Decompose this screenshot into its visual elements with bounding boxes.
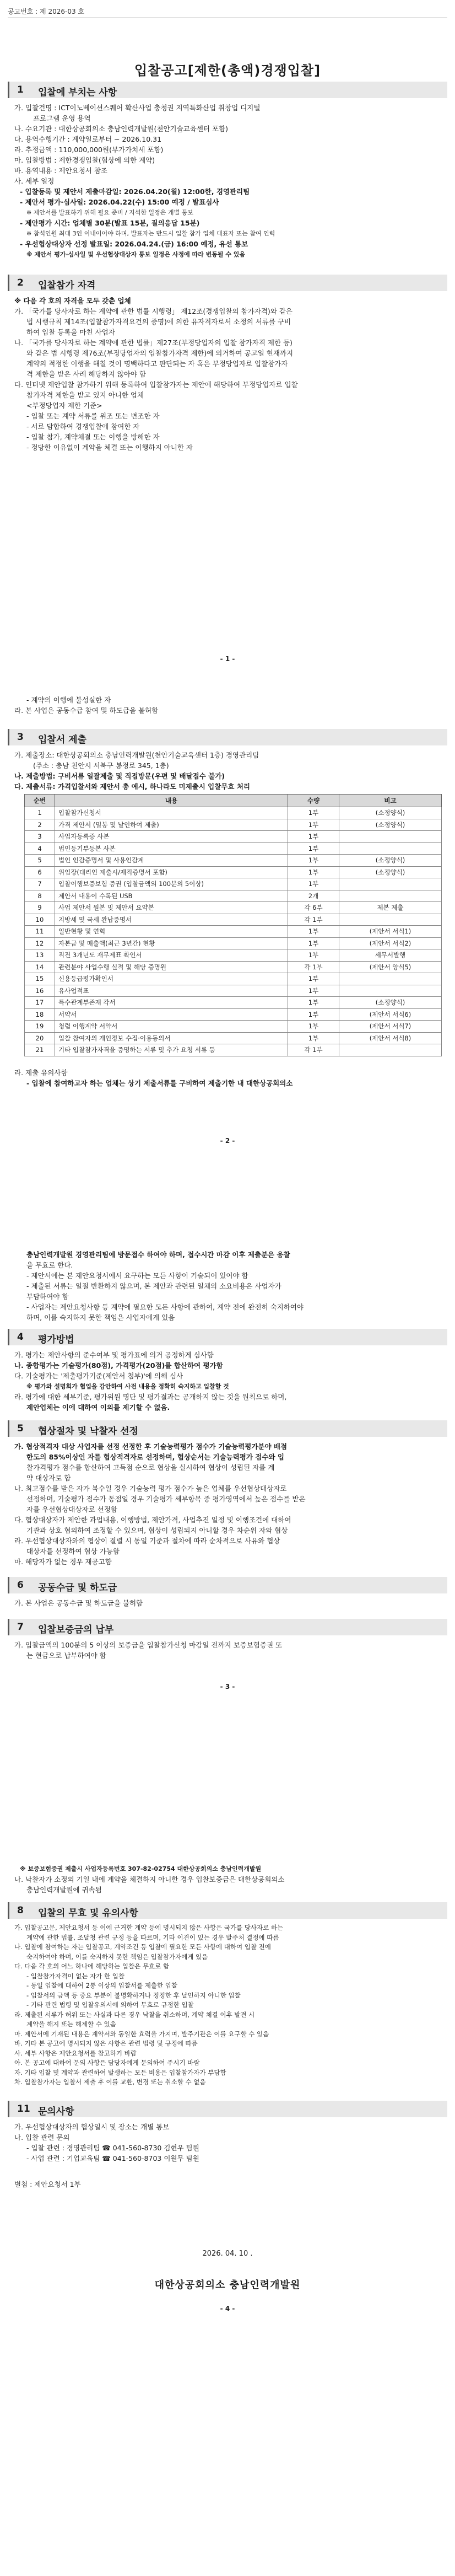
attachment-note: 별첨 : 제안요청서 1부 <box>14 2180 81 2188</box>
evaluation-line: 가. 평가는 제안사항의 준수여부 및 평가표에 의거 공정하게 심사함 <box>14 1351 214 1359</box>
section-4-body <box>14 1350 443 1413</box>
row-number: 15 <box>25 973 55 985</box>
quantity: 1부 <box>288 985 339 997</box>
negotiation-line: 자를 우선협상대상자로 선정함 <box>26 1505 117 1514</box>
page-number: - 3 - <box>220 1683 235 1690</box>
section-3-continued <box>14 1249 443 1323</box>
caution-line: 계약을 해지 또는 해제할 수 있음 <box>26 2020 116 2028</box>
section-title: 입찰에 부치는 사항 <box>38 87 117 98</box>
remark <box>339 973 442 985</box>
row-number: 12 <box>25 937 55 949</box>
section-number: 3 <box>17 732 24 743</box>
quantity: 1부 <box>288 866 339 878</box>
negotiation-line: 기관과 상호 협의하여 조정할 수 있으며, 협상이 성립되지 아니할 경우 차순위 자와 협상 <box>26 1526 288 1534</box>
deadline-line: - 입찰등록 및 제안서 제출마감일: 2026.04.20(월) 12:00한, 경영관리팀 <box>20 187 250 196</box>
bid-name: 가. 입찰건명 : ICT이노베이션스퀘어 확산사업 충청권 지역특화산업 취창업 디지털 <box>14 104 261 112</box>
row-number: 7 <box>25 878 55 890</box>
remark <box>339 831 442 843</box>
remark <box>339 890 442 902</box>
quantity: 1부 <box>288 1008 339 1021</box>
restriction-item: - 서로 담합하여 경쟁입찰에 참여한 자 <box>26 422 140 431</box>
caution-line: 숙지하여야 하며, 이를 숙지하지 못한 책임은 입찰참가자에게 있음 <box>26 1952 208 1961</box>
section-7-continued <box>14 1864 443 1895</box>
row-number: 19 <box>25 1021 55 1033</box>
remark: (소정양식) <box>339 855 442 867</box>
caution-line: 차. 입찰참가자는 입찰서 제출 후 이를 교환, 변경 또는 취소할 수 없음 <box>14 2078 206 2086</box>
negotiation-line: 선정하며, 기술평가 점수가 동점일 경우 기술평가 세부항목 중 평가영역에서 높은 점수를 받은 <box>26 1495 306 1503</box>
column-header: 내용 <box>55 795 288 807</box>
quantity: 1부 <box>288 1032 339 1044</box>
row-number: 21 <box>25 1044 55 1056</box>
section-header-8 <box>8 1902 447 1919</box>
page-number: - 1 - <box>220 655 235 663</box>
section-5-body <box>14 1441 443 1567</box>
quantity: 1부 <box>288 937 339 949</box>
document-name: 특수관계부존재 각서 <box>55 997 288 1009</box>
section-header-1 <box>8 82 447 98</box>
remark <box>339 1044 442 1056</box>
estimated-amount: 라. 추정금액 : 110,000,000원(부가가치세 포함) <box>14 146 164 154</box>
table-row <box>25 831 442 843</box>
section-header-11 <box>8 2101 447 2117</box>
deposit-line: 는 현금으로 납부하여야 함 <box>26 1651 106 1660</box>
qualification-intro: ※ 다음 각 호의 자격을 모두 갖춘 업체 <box>14 297 131 305</box>
caution-line: 바. 기타 본 공고에 명시되지 않은 사항은 관련 법령 및 규정에 따름 <box>14 2040 198 2047</box>
section-header-5 <box>8 1420 447 1437</box>
row-number: 9 <box>25 902 55 914</box>
section-number: 1 <box>17 84 24 95</box>
submission-note-line: 충남인력개발원 경영관리팀에 방문접수 하여야 하며, 접수시간 마감 이후 제출분은 응찰 <box>26 1251 290 1259</box>
section-7-body <box>14 1640 443 1661</box>
section-title: 입찰보증금의 납부 <box>38 1624 114 1635</box>
remark: (소정양식) <box>339 819 442 831</box>
row-number: 10 <box>25 914 55 926</box>
submission-note-heading: 라. 제출 유의사항 <box>14 1069 68 1077</box>
submission-notes <box>14 1067 443 1088</box>
row-number: 18 <box>25 1008 55 1021</box>
restriction-item: - 계약의 이행에 불성실한 자 <box>26 696 111 704</box>
qualification-line: 나. 「국가를 당사자로 하는 계약에 관한 법률」제27조(부정당업자의 입찰 참가자격 제한 등) <box>14 339 292 347</box>
documents-table <box>24 794 442 1056</box>
quantity: 1부 <box>288 855 339 867</box>
caution-line: - 입찰참가자격이 없는 자가 한 입찰 <box>26 1972 124 1980</box>
row-number: 3 <box>25 831 55 843</box>
attendee-note: ※ 참석인원 최대 3인 이내이어야 하며, 발표자는 반드시 입찰 참가 업체 대표자 또는 참여 인력 <box>26 230 275 237</box>
qualification-line: 다. 인터넷 제안입찰 참가하기 위해 등록하여 입찰참가자는 제안에 해당하여 부정당업자로 입찰 <box>14 380 298 389</box>
row-number: 8 <box>25 890 55 902</box>
quantity: 1부 <box>288 819 339 831</box>
section-header-7 <box>8 1619 447 1635</box>
negotiation-line: 약 대상자로 함 <box>26 1474 71 1482</box>
submission-note-line: - 제안서에는 본 제안요청서에서 요구하는 모든 사항이 기술되어 있어야 함 <box>26 1271 248 1280</box>
presentation-time-line: - 제안평가 시간: 업체별 30분(발표 15분, 질의응답 15분) <box>20 219 200 227</box>
remark: (제안서 서식7) <box>339 1021 442 1033</box>
document-name: 입찰참가신청서 <box>55 807 288 819</box>
qualification-line: 법 시행규칙 제14조(입찰참가자격요건의 증명)에 의한 유자격자로서 소정의 서류를 구비 <box>26 318 291 326</box>
table-row <box>25 985 442 997</box>
evaluation-line: 라. 평가에 대한 세부기준, 평가위원 명단 및 평가결과는 공개하지 않는 것을 원칙으로 하며, <box>14 1393 287 1401</box>
remark <box>339 914 442 926</box>
documents-table-body <box>25 807 442 1056</box>
table-row <box>25 949 442 962</box>
document-name: 서약서 <box>55 1008 288 1021</box>
caution-line: 계약에 관한 법률, 조달청 관련 규정 등을 따르며, 기타 이견이 있는 경우 발주처 결정에 따름 <box>26 1933 279 1941</box>
column-header: 비고 <box>339 795 442 807</box>
caution-line: 가. 입찰공고문, 제안요청서 등 이에 근거한 계약 등에 명시되지 않은 사항은 국가를 당사자로 하는 <box>14 1924 284 1931</box>
announcement-date-line: - 우선협상대상자 선정 발표일: 2026.04.24.(금) 16:00 예정, 유선 통보 <box>20 240 248 248</box>
negotiation-line: 한도의 85%이상인 자를 협상적격자로 선정하며, 협상순서는 기술능력평가 점수와 입 <box>26 1453 284 1461</box>
document-name: 청렴 이행계약 서약서 <box>55 1021 288 1033</box>
section-title: 문의사항 <box>38 2106 74 2117</box>
qualification-line: 계약의 적정한 이행을 해칠 것이 명백하다고 판단되는 자 혹은 부정당업자로 입찰참가자 <box>26 359 288 368</box>
document-name: 사업자등록증 사본 <box>55 831 288 843</box>
row-number: 17 <box>25 997 55 1009</box>
remark: (제안서 서식1) <box>339 926 442 938</box>
document-name: 가격 제안서 (밀봉 및 날인하여 제출) <box>55 819 288 831</box>
column-header: 순번 <box>25 795 55 807</box>
section-title: 입찰참가 자격 <box>38 280 96 291</box>
table-row <box>25 914 442 926</box>
remark <box>339 985 442 997</box>
document-name: 관련분야 사업수행 실적 및 해당 증명원 <box>55 961 288 973</box>
caution-line: 다. 다음 각 호의 어느 하나에 해당하는 입찰은 무효로 함 <box>14 1962 169 1970</box>
remark: (소정양식) <box>339 807 442 819</box>
service-period: 다. 용역수행기간 : 계약일로부터 ~ 2026.10.31 <box>14 135 162 143</box>
qualification-line: 하여 입찰 등록을 마친 사업자 <box>26 328 115 336</box>
section-2-continued <box>14 695 443 716</box>
section-6-body <box>14 1598 443 1608</box>
section-title: 협상절차 및 낙찰자 선정 <box>38 1426 138 1437</box>
contact-line: 나. 입찰 관련 문의 <box>14 2133 70 2142</box>
negotiation-line: 나. 최고점수를 받은 자가 복수일 경우 기술능력 평가 점수가 높은 업체를 우선협상대상자로 <box>14 1484 287 1493</box>
document-title: 입찰공고[제한(총액)경쟁입찰] <box>134 63 321 78</box>
table-row <box>25 842 442 855</box>
remark: (소정양식) <box>339 997 442 1009</box>
section-number: 11 <box>17 2103 30 2115</box>
consortium-note: 라. 본 사업은 공동수급 참여 및 하도급을 불허함 <box>14 706 159 715</box>
client-org: 나. 수요기관 : 대한상공회의소 충남인력개발원(천안기술교육센터 포함) <box>14 125 228 133</box>
page-number: - 2 - <box>220 1137 235 1145</box>
remark: 제본 제출 <box>339 902 442 914</box>
submission-note-line: 을 무효로 한다. <box>26 1261 73 1269</box>
caution-line: - 동일 입찰에 대하여 2통 이상의 입찰서를 제출한 입찰 <box>26 1982 177 1989</box>
caution-line: 라. 제출된 서류가 허위 또는 사실과 다른 경우 낙찰을 취소하며, 계약 체결 이후 발견 시 <box>14 2010 255 2019</box>
submission-method: 나. 제출방법: 구비서류 일괄제출 및 직접방문(우편 및 배달접수 불가) <box>14 772 225 780</box>
document-name: 법인 인감증명서 및 사용인감계 <box>55 855 288 867</box>
qualification-line: 참가자격 제한을 받고 있지 아니한 업체 <box>26 391 144 399</box>
section-number: 6 <box>17 1580 24 1591</box>
document-name: 입찰이행보증보험 증권 (입찰금액의 100분의 5이상) <box>55 878 288 890</box>
submission-note-line: - 입찰에 참여하고자 하는 업체는 상기 제출서류를 구비하여 제출기한 내 대한상공회의소 <box>26 1079 293 1087</box>
submission-place: 가. 제출장소: 대한상공회의소 충남인력개발원(천안기술교육센터 1층) 경영관리팀 <box>14 751 259 759</box>
quantity: 각 1부 <box>288 1044 339 1056</box>
remark: (제안서 서식2) <box>339 937 442 949</box>
table-row <box>25 878 442 890</box>
column-header: 수량 <box>288 795 339 807</box>
section-title: 공동수급 및 하도급 <box>38 1582 117 1593</box>
row-number: 13 <box>25 949 55 962</box>
section-number: 4 <box>17 1332 24 1343</box>
caution-line: 아. 본 공고에 대하여 문의 사항은 담당자에게 문의하여 주시기 바람 <box>14 2059 200 2067</box>
section-title: 입찰의 무효 및 유의사항 <box>38 1908 138 1919</box>
restriction-item: - 입찰 또는 계약 서류를 위조 또는 변조한 자 <box>26 412 160 420</box>
table-row <box>25 997 442 1009</box>
service-content: 바. 용역내용 : 제안요청서 참조 <box>14 167 107 175</box>
quantity: 1부 <box>288 926 339 938</box>
table-row <box>25 855 442 867</box>
deposit-line: 충남인력개발원에 귀속됨 <box>26 1886 102 1894</box>
row-number: 4 <box>25 842 55 855</box>
document-name: 일반현황 및 연혁 <box>55 926 288 938</box>
evaluation-line: 나. 종합평가는 기술평가(80점), 가격평가(20점)를 합산하여 평가함 <box>14 1361 223 1370</box>
restriction-item: - 입찰 참가, 계약체결 또는 이행을 방해한 자 <box>26 433 160 441</box>
contact-business: - 사업 관련 : 기업교육팀 ☎ 041-560-8703 이원무 팀원 <box>26 2154 199 2162</box>
quantity: 1부 <box>288 878 339 890</box>
table-row <box>25 807 442 819</box>
negotiation-line: 가. 협상적격자 대상 사업자를 선정 선정한 후 기술능력평가 점수가 기술능력평가분야 배점 <box>14 1442 288 1451</box>
section-header-4 <box>8 1329 447 1345</box>
section-3-body <box>14 750 443 792</box>
remark: (소정양식) <box>339 866 442 878</box>
restriction-heading: <부정당업자 제한 기준> <box>26 401 102 410</box>
evaluation-line: 제안업체는 이에 대하여 이의를 제기할 수 없음. <box>26 1403 170 1412</box>
remark <box>339 878 442 890</box>
contact-bid: - 입찰 관련 : 경영관리팀 ☎ 041-560-8730 김현우 팀원 <box>26 2144 199 2152</box>
quantity: 1부 <box>288 807 339 819</box>
quantity: 1부 <box>288 1021 339 1033</box>
submission-note-line: - 사업자는 제안요청사항 등 계약에 필요한 모든 사항에 관하여, 계약 전에 완전히 숙지하여야 <box>26 1303 304 1311</box>
document-name: 위임장(대리인 제출시/재직증명서 포함) <box>55 866 288 878</box>
section-1-body <box>14 103 443 260</box>
section-number: 2 <box>17 277 24 288</box>
section-8-body <box>14 1923 443 2087</box>
section-2-body <box>14 296 443 453</box>
row-number: 14 <box>25 961 55 973</box>
table-row <box>25 1044 442 1056</box>
negotiation-line: 라. 우선협상대상자와의 협상이 결렬 시 동일 기준과 절차에 따라 순차적으로 사유와 협상 <box>14 1537 280 1545</box>
qualification-line: 가. 「국가를 당사자로 하는 계약에 관한 법률 시행령」 제12조(경쟁입찰의 참가자격)와 같은 <box>14 307 292 315</box>
row-number: 20 <box>25 1032 55 1044</box>
table-row <box>25 961 442 973</box>
restriction-item: - 정당한 이유없이 계약을 체결 또는 이행하지 아니한 자 <box>26 443 193 452</box>
table-row <box>25 1008 442 1021</box>
quantity: 1부 <box>288 949 339 962</box>
submission-docs-heading: 다. 제출서류: 가격입찰서와 제안서 총 예시, 하나라도 미제출시 입찰무효 처리 <box>14 782 250 791</box>
submission-note-line: 부담하여야 함 <box>26 1292 69 1301</box>
submission-note-line: - 제출된 서류는 일절 반환하지 않으며, 본 제안과 관련된 일체의 소요비용은 사업자가 <box>26 1282 281 1290</box>
section-title: 평가방법 <box>38 1334 74 1345</box>
document-name: 지방세 및 국세 완납증명서 <box>55 914 288 926</box>
contact-line: 가. 우선협상대상자의 협상일시 및 장소는 개별 통보 <box>14 2123 170 2131</box>
submission-note-line: 하며, 이를 숙지하지 못한 책임은 사업자에게 있음 <box>26 1313 175 1322</box>
document-name: 사업 제안서 원본 및 제안서 요약본 <box>55 902 288 914</box>
qualification-line: 격 제한을 받은 사례 해당하지 않아야 함 <box>26 370 147 378</box>
table-row <box>25 866 442 878</box>
section-title: 입찰서 제출 <box>38 734 87 745</box>
document-name: 유사업적표 <box>55 985 288 997</box>
quantity: 1부 <box>288 842 339 855</box>
table-row <box>25 973 442 985</box>
page-1 <box>0 0 455 678</box>
document-name: 직전 3개년도 재무제표 확인서 <box>55 949 288 962</box>
document-name: 법인등기부등본 사본 <box>55 842 288 855</box>
section-header-3 <box>8 729 447 745</box>
caution-line: 사. 세부 사항은 제안요청서를 참고하기 바람 <box>14 2049 137 2057</box>
evaluation-note: ※ 평가와 설명회가 협업을 감안하여 사전 내용을 정확히 숙지하고 입찰할 것 <box>26 1383 229 1390</box>
signature-organization: 대한상공회의소 충남인력개발원 <box>154 2279 301 2291</box>
page-number: - 4 - <box>220 2305 235 2312</box>
notice-number: 공고번호 : 제 2026-03 호 <box>8 8 84 15</box>
row-number: 2 <box>25 819 55 831</box>
negotiation-line: 대상자를 선정하여 협상 가능함 <box>26 1547 120 1555</box>
quantity: 1부 <box>288 997 339 1009</box>
document-name: 신용등급평가확인서 <box>55 973 288 985</box>
negotiation-line: 마. 해당자가 없는 경우 재공고함 <box>14 1558 112 1566</box>
table-row <box>25 1032 442 1044</box>
negotiation-line: 다. 협상대상자가 제안한 과업내용, 이행방법, 제안가격, 사업추진 일정 및 이행조건에 대하여 <box>14 1516 291 1524</box>
caution-line: 나. 입찰에 참여하는 자는 입찰공고, 계약조건 등 입찰에 필요한 모든 사항에 대하여 입찰 전에 <box>14 1943 271 1951</box>
evaluation-date-line: - 제안서 평가·심사일: 2026.04.22(수) 15:00 예정 / 발표심사 <box>20 198 219 206</box>
row-number: 11 <box>25 926 55 938</box>
quantity: 1부 <box>288 973 339 985</box>
bid-name-cont: 프로그램 운영 용역 <box>33 114 91 122</box>
table-row <box>25 926 442 938</box>
negotiation-line: 찰가격평가 점수를 합산하여 고득점 순으로 협상을 실시하여 협상이 성립된 자를 계 <box>26 1463 275 1472</box>
deposit-line: 가. 입찰금액의 100분의 5 이상의 보증금을 입찰참가신청 마감일 전까지 보증보험증권 또 <box>14 1641 283 1649</box>
section-11-body <box>14 2122 443 2164</box>
remark: (제안서 서식6) <box>339 1008 442 1021</box>
remark: (제안서 서식8) <box>339 1032 442 1044</box>
quantity: 각 1부 <box>288 914 339 926</box>
row-number: 6 <box>25 866 55 878</box>
table-row <box>25 819 442 831</box>
bid-method: 마. 입찰방법 : 제한경쟁입찰(협상에 의한 계약) <box>14 156 155 164</box>
section-header-2 <box>8 275 447 291</box>
document-name: 입찰 참여자의 개인정보 수집·이용동의서 <box>55 1032 288 1044</box>
document-name: 기타 입찰참가자격을 증명하는 서류 및 추가 요청 서류 등 <box>55 1044 288 1056</box>
caution-line: - 기타 관련 법령 및 입찰유의서에 의하여 무효로 규정한 입찰 <box>26 2001 194 2009</box>
row-number: 16 <box>25 985 55 997</box>
section-header-6 <box>8 1577 447 1593</box>
caution-line: 자. 기타 입찰 및 계약과 관련하여 발생하는 모든 비용은 입찰참가자가 부담함 <box>14 2068 226 2076</box>
quantity: 각 6부 <box>288 902 339 914</box>
table-row <box>25 902 442 914</box>
quantity: 2개 <box>288 890 339 902</box>
section-number: 8 <box>17 1905 24 1916</box>
row-number: 5 <box>25 855 55 867</box>
row-number: 1 <box>25 807 55 819</box>
section-number: 7 <box>17 1622 24 1633</box>
document-name: 자본금 및 매출액(최근 3년간) 현황 <box>55 937 288 949</box>
schedule-change-note: ※ 제안서 평가·심사일 및 우선협상대상자 통보 일정은 사정에 따라 변동될 수 있음 <box>26 251 246 258</box>
caution-line: 마. 제안서에 기재된 내용은 계약서와 동일한 효력을 가지며, 발주기관은 이를 요구할 수 있음 <box>14 2030 269 2038</box>
remark: 세무서발행 <box>339 949 442 962</box>
quantity: 1부 <box>288 831 339 843</box>
remark <box>339 842 442 855</box>
document-name: 제안서 내용이 수록된 USB <box>55 890 288 902</box>
table-row <box>25 937 442 949</box>
table-row <box>25 890 442 902</box>
submission-address: (주소 : 충남 천안시 서북구 봉정로 345, 1층) <box>33 761 169 770</box>
page-4 <box>0 1865 455 2576</box>
section-number: 5 <box>17 1423 24 1434</box>
schedule-heading: 사. 세부 일정 <box>14 177 55 185</box>
deposit-line: 나. 낙찰자가 소정의 기일 내에 계약을 체결하지 아니한 경우 입찰보증금은 대한상공회의소 <box>14 1875 285 1883</box>
qualification-line: 와 같은 법 시행령 제76조(부정당업자의 입찰참가자격 제한)에 의거하여 공고일 현재까지 <box>26 349 294 357</box>
caution-line: - 입찰서의 금액 등 중요 부분이 불명확하거나 정정한 후 날인하지 아니한 입찰 <box>26 1991 241 1999</box>
evaluation-note: ※ 제안서를 발표하기 위해 필요 준비 / 지석한 일정은 개별 통보 <box>26 209 193 216</box>
signature-date: 2026. 04. 10 . <box>202 2250 253 2258</box>
remark: (제안서 양식5) <box>339 961 442 973</box>
consortium-line: 가. 본 사업은 공동수급 및 하도급을 불허함 <box>14 1599 143 1607</box>
table-row <box>25 1021 442 1033</box>
deposit-note: ※ 보증보험증권 제출시 사업자등록번호 307-82-02754 대한상공회의소 충남인력개발원 <box>20 1865 262 1872</box>
evaluation-line: 다. 기술평가는 '제출평가기준(제안서 첨부)'에 의해 심사 <box>14 1372 183 1380</box>
table-header-row <box>25 795 442 807</box>
quantity: 각 1부 <box>288 961 339 973</box>
